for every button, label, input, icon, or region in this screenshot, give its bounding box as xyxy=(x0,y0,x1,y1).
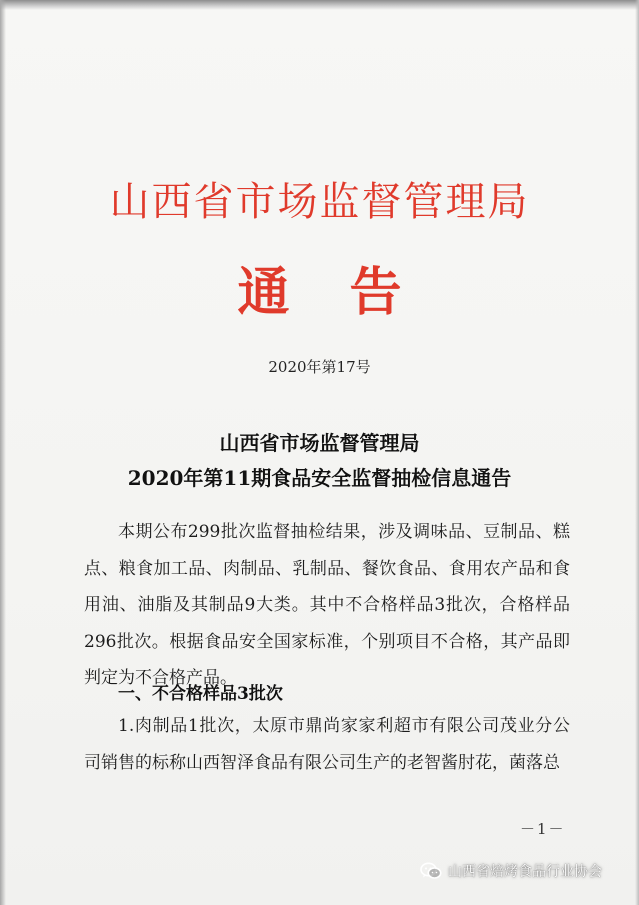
scan-top-edge xyxy=(0,0,639,10)
document-number: 2020年第17号 xyxy=(268,358,371,376)
section-paragraph: 1.肉制品1批次，太原市鼎尚家家利超市有限公司茂业分公司销售的标称山西智泽食品有限公司生产的老智酱肘花，菌落总 xyxy=(84,716,570,773)
agency-header: 山西省市场监督管理局 xyxy=(109,179,530,225)
notice-title: 通告 xyxy=(237,262,462,323)
main-title-line-2: 2020年第11期食品安全监督抽检信息通告 xyxy=(127,466,512,490)
intro-paragraph: 本期公布299批次监督抽检结果，涉及调味品、豆制品、糕点、粮食加工品、肉制品、乳制品、餐饮食品、食用农产品和食用油、油脂及其制品9大类。其中不合格样品3批次，合格样品296批次。根据食品安全国家标准，个别项目不合格，其产品即判定为不合格产品。 xyxy=(84,522,570,688)
watermark-text: 山西省焙烤食品行业协会 xyxy=(448,864,602,880)
wechat-icon xyxy=(420,862,442,880)
wechat-watermark xyxy=(420,861,602,881)
section-heading: 一、不合格样品3批次 xyxy=(118,684,283,704)
main-title-line-1: 山西省市场监督管理局 xyxy=(219,431,420,455)
page-number: －1－ xyxy=(520,820,566,838)
